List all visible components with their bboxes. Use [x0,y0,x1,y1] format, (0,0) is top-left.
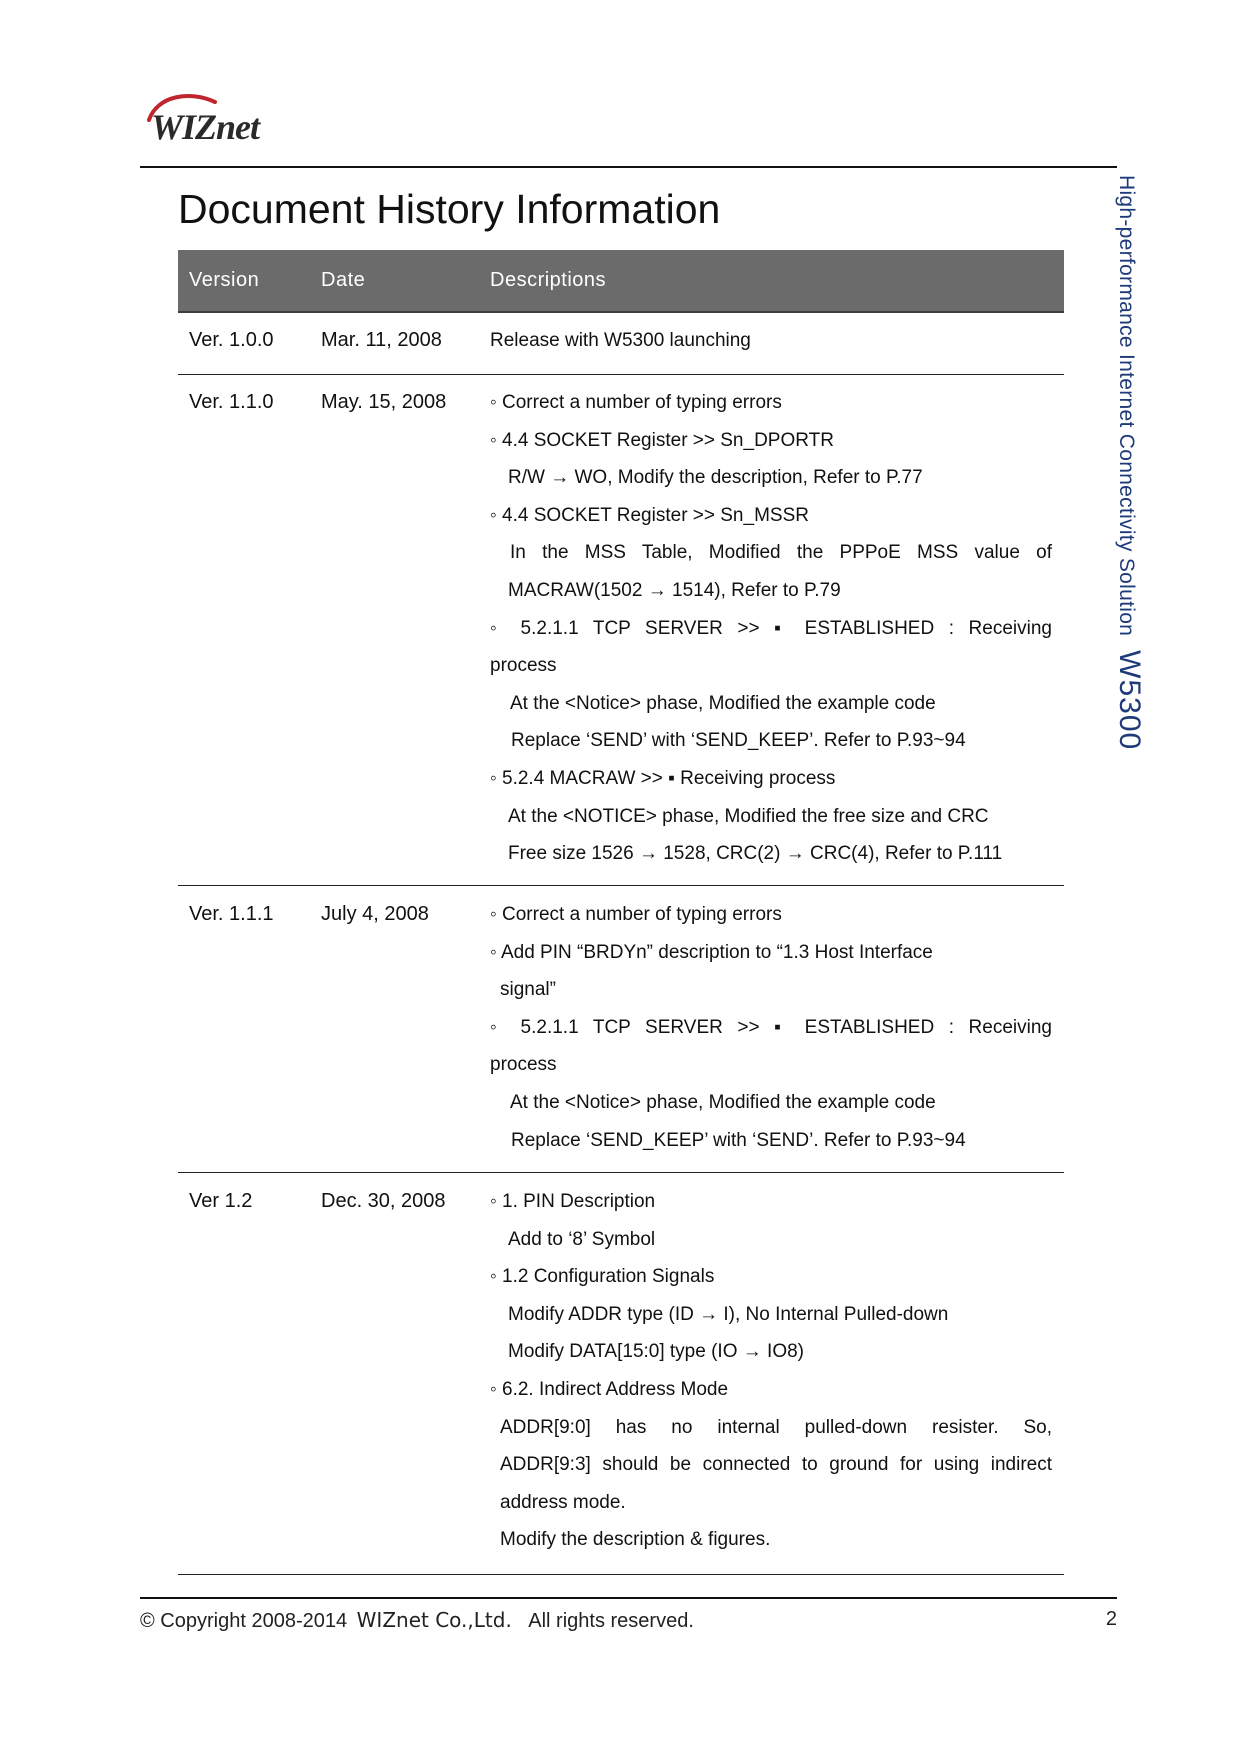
description-line: ◦ 5.2.4 MACRAW >> ▪ Receiving process [490,767,836,789]
page-number: 2 [1105,1608,1117,1630]
column-header-date: Date [321,269,366,291]
row-version: Ver 1.2 [189,1190,253,1212]
column-header-version: Version [189,269,260,291]
description-line: R/W → WO, Modify the description, Refer to P.77 [508,467,923,489]
description-line: ◦ 5.2.1.1 TCP SERVER >> ▪ ESTABLISHED : Receiving [490,1016,1052,1038]
table-row [178,322,1064,375]
row-date: Dec. 30, 2008 [321,1190,446,1212]
page-title: Document History Information [178,186,721,232]
row-version: Ver. 1.1.0 [189,391,274,413]
side-banner [1112,175,1146,750]
description-line: ◦ 6.2. Indirect Address Mode [490,1378,729,1400]
description-line: ◦ 4.4 SOCKET Register >> Sn_DPORTR [490,429,834,451]
copyright-text: © Copyright 2008-2014 [140,1610,348,1632]
row-date: May. 15, 2008 [321,391,447,413]
description-line: ◦ 5.2.1.1 TCP SERVER >> ▪ ESTABLISHED : Receiving [490,617,1052,639]
description-line: ADDR[9:3] should be connected to ground for using indirect [500,1454,1052,1476]
header-rule [140,166,1117,168]
description-line: At the <Notice> phase, Modified the example code [510,1091,936,1113]
description-line: ◦ Correct a number of typing errors [490,392,782,413]
description-line: Add to ‘8’ Symbol [508,1228,656,1250]
table-row [178,896,1064,1173]
row-date: July 4, 2008 [321,903,429,925]
table-row [178,384,1064,886]
column-header-descriptions: Descriptions [490,269,607,291]
description-line: At the <NOTICE> phase, Modified the free size and CRC [508,805,989,827]
description-line: Replace ‘SEND’ with ‘SEND_KEEP’. Refer to P.93~94 [511,730,966,752]
description-line: Modify the description & figures. [500,1529,771,1551]
description-line: Replace ‘SEND_KEEP’ with ‘SEND’. Refer to P.93~94 [511,1129,966,1151]
side-product: W5300 [1113,650,1146,751]
side-tagline: High-performance Internet Connectivity Solution [1115,175,1138,637]
description-line: process [490,655,557,677]
row-descriptions [490,1183,1064,1559]
company-name: WIZnet Co.,Ltd. [356,1608,512,1632]
row-version: Ver. 1.1.1 [189,903,274,925]
copyright-notice [140,1608,694,1633]
footer [140,1608,1117,1638]
table-row [178,1183,1064,1575]
description-line: ◦ 4.4 SOCKET Register >> Sn_MSSR [490,504,809,526]
wiznet-logo [143,92,293,148]
description-line: In the MSS Table, Modified the PPPoE MSS value of [510,542,1052,564]
logo-wordmark: WIZnet [151,107,260,147]
row-descriptions [490,384,1064,873]
row-date: Mar. 11, 2008 [321,329,442,351]
description-line: ◦ Add PIN “BRDYn” description to “1.3 Host Interface [490,941,933,963]
description-line: ADDR[9:0] has no internal pulled-down resister. So, [500,1416,1052,1438]
description-line: Modify DATA[15:0] type (IO → IO8) [508,1341,804,1363]
description-line: signal” [500,979,556,1001]
description-line: At the <Notice> phase, Modified the example code [510,692,936,714]
description-line: ◦ Correct a number of typing errors [490,904,782,925]
row-descriptions [490,896,1064,1159]
footer-rule [140,1597,1117,1599]
description-line: process [490,1054,557,1076]
description-line: Modify ADDR type (ID → I), No Internal Pulled-down [508,1303,949,1325]
description-line: Free size 1526 → 1528, CRC(2) → CRC(4), Refer to P.111 [508,843,1003,865]
row-version: Ver. 1.0.0 [189,329,274,351]
description-line: address mode. [500,1491,626,1513]
table-header [178,250,1064,313]
description-line: MACRAW(1502 → 1514), Refer to P.79 [508,579,841,601]
rights-text: All rights reserved. [528,1610,694,1632]
description-line: ◦ 1.2 Configuration Signals [490,1266,715,1288]
row-descriptions [490,322,1064,360]
description-line: Release with W5300 launching [490,330,751,351]
description-line: ◦ 1. PIN Description [490,1191,656,1212]
